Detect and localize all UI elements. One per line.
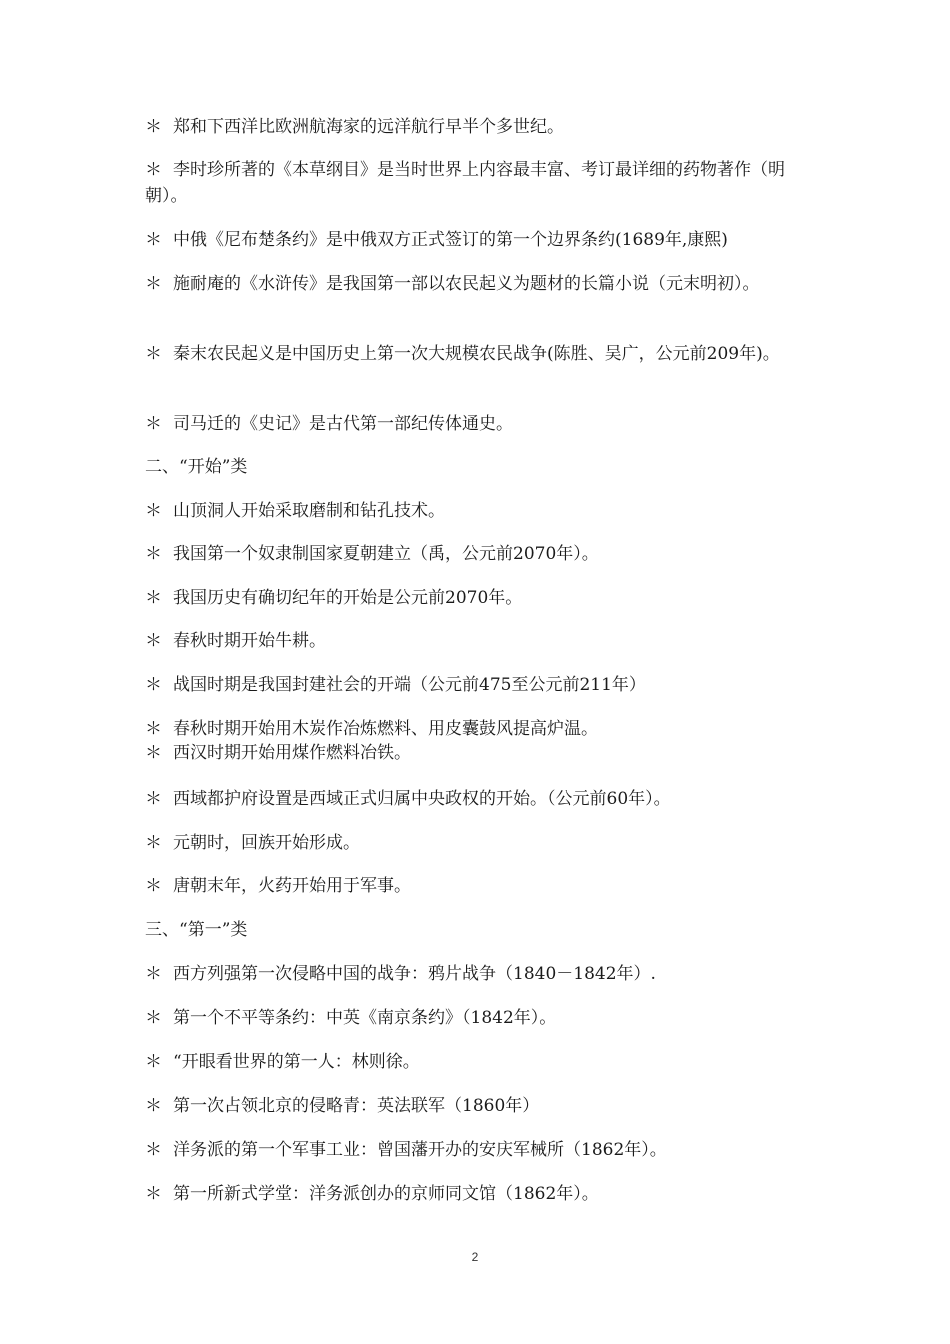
bullet-star: ＊ [145,1052,162,1072]
item-text: 唐朝末年，火药开始用于军事。 [173,876,411,896]
page-number: 2 [471,1250,479,1264]
item-text: 第一次占领北京的侵略青：英法联军（1860年） [173,1096,540,1116]
list-item [145,157,810,209]
item-text: 西方列强第一次侵略中国的战争：鸦片战争（1840－1842年）. [173,964,656,984]
bullet-star: ＊ [145,743,162,763]
list-item [145,585,810,611]
list-item [145,1181,810,1207]
list-item [145,1049,810,1075]
bullet-star: ＊ [145,1184,162,1204]
bullet-star: ＊ [145,544,162,564]
item-text: 我国历史有确切纪年的开始是公元前2070年。 [173,588,523,608]
list-item [145,830,810,856]
bullet-star: ＊ [145,719,162,739]
list-item [145,1093,810,1119]
item-text: 西汉时期开始用煤作燃料冶铁。 [173,743,411,763]
bullet-star: ＊ [145,274,162,294]
bullet-star: ＊ [145,501,162,521]
item-text: 第一所新式学堂：洋务派创办的京师同文馆（1862年）。 [173,1184,599,1204]
bullet-star: ＊ [145,344,162,364]
list-item [145,716,810,742]
item-text: 中俄《尼布楚条约》是中俄双方正式签订的第一个边界条约(1689年,康熙) [173,230,728,250]
bullet-star: ＊ [145,1140,162,1160]
list-item [145,411,810,437]
bullet-star: ＊ [145,1008,162,1028]
list-item [145,271,810,297]
item-text: “开眼看世界的第一人：林则徐。 [173,1052,420,1072]
item-text: 春秋时期开始用木炭作冶炼燃料、用皮囊鼓风提高炉温。 [173,719,598,739]
bullet-star: ＊ [145,631,162,651]
bullet-star: ＊ [145,789,162,809]
list-item [145,341,810,367]
item-text: 秦末农民起义是中国历史上第一次大规模农民战争(陈胜、吴广，公元前209年)。 [173,344,780,364]
list-item [145,961,810,987]
item-text: 春秋时期开始牛耕。 [173,631,326,651]
list-item [145,740,810,766]
item-text: 洋务派的第一个军事工业：曾国藩开办的安庆军械所（1862年）。 [173,1140,667,1160]
section-heading: 三、“第一”类 [145,920,248,940]
item-text: 李时珍所著的《本草纲目》是当时世界上内容最丰富、考订最详细的药物著作（明朝）。 [145,160,785,206]
bullet-star: ＊ [145,230,162,250]
item-text: 我国第一个奴隶制国家夏朝建立（禹，公元前2070年）。 [173,544,599,564]
item-text: 元朝时，回族开始形成。 [173,833,360,853]
bullet-star: ＊ [145,964,162,984]
bullet-star: ＊ [145,414,162,434]
item-text: 西域都护府设置是西域正式归属中央政权的开始。（公元前60年）。 [173,789,671,809]
list-item [145,114,810,140]
list-item [145,498,810,524]
list-item [145,628,810,654]
list-item [145,1005,810,1031]
item-text: 第一个不平等条约：中英《南京条约》（1842年）。 [173,1008,557,1028]
item-text: 司马迁的《史记》是古代第一部纪传体通史。 [173,414,513,434]
list-item [145,672,810,698]
item-text: 战国时期是我国封建社会的开端（公元前475至公元前211年） [173,675,646,695]
item-text: 郑和下西洋比欧洲航海家的远洋航行早半个多世纪。 [173,117,564,137]
list-item [145,227,810,253]
bullet-star: ＊ [145,675,162,695]
bullet-star: ＊ [145,876,162,896]
list-item [145,541,810,567]
item-text: 山顶洞人开始采取磨制和钻孔技术。 [173,501,445,521]
bullet-star: ＊ [145,588,162,608]
list-item [145,786,810,812]
bullet-star: ＊ [145,117,162,137]
item-text: 施耐庵的《水浒传》是我国第一部以农民起义为题材的长篇小说（元末明初）。 [173,274,760,294]
bullet-star: ＊ [145,1096,162,1116]
bullet-star: ＊ [145,160,162,180]
bullet-star: ＊ [145,833,162,853]
section-heading: 二、“开始”类 [145,457,248,477]
list-item [145,1137,810,1163]
list-item [145,873,810,899]
